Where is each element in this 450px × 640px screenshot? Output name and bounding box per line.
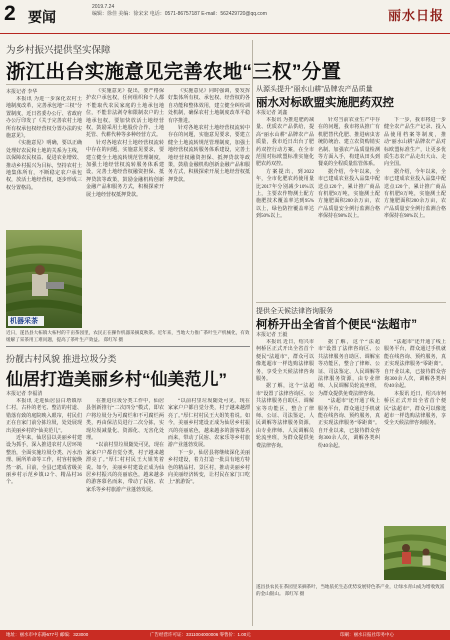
bottom-left-col-2 [86,398,164,624]
right-paragraph: 下一步，我市将进一步健全农产品生产记录、投入品使用档案等制度，推动“丽水山耕”品牌农产品对标欧盟标准生产，让更多优质生态农产品走出大山、走向全国。 [384,118,446,168]
right-paragraph: 针对当前农业生产中存在的问题，我市将从推广有机肥替代化肥、推进病虫害统防统治、建立农资购销实名制、加强农产品质量检测等方面入手，构建从田头到餐桌的全程质量监管体系。 [318,118,380,168]
section-divider [6,346,250,347]
paper-name: 丽水日报 [387,9,444,24]
mid-right-col-3 [384,339,446,523]
bottom-left-headline: 仙居打造美丽乡村“仙美范儿” [6,370,227,389]
bl-paragraph: “以前村里垃圾随处可见，现在家家户户都自觉分类，村子越来越漂亮了。”厚仁村村民王大姐笑着说。如今，美丽乡村建设正成为仙居乡村振兴的亮丽底色，越来越多的游客慕名而来，带动了民宿、农家乐等乡村旅游产业蓬勃发展。 [86,443,164,493]
bottom-right-photo [384,526,446,580]
main-paragraph: 本报讯 为进一步深化农村土地制度改革，完善承包地“三权”分置制度，近日省委办公厅、省政府办公厅印发了《关于完善农村土地所有权承包权经营权分置办法的实施意见》。 [6,97,82,140]
right-divider [256,302,446,303]
mr-paragraph: 本报讯 近日，绍兴市柯桥区正式开出全省首个便民“法超市”，群众可以像逛超市一样选购法律服务，享受全天候法律咨询服务。 [256,340,314,383]
dateline [92,4,312,18]
bl-paragraph: 近年来，仙居县以美丽乡村建设为抓手，深入推进农村人居环境整治，全面实施垃圾分类、污水治理、厕所革命等工作，村容村貌焕然一新。目前，全县已建成省级美丽乡村示范乡镇12个、精品村36个。 [6,436,82,486]
right-col-2 [318,117,380,299]
right-paragraph: 方案提出，到2022年，全市化肥农药使用量比2017年分别减少10%以上，主要农作物测土配方施肥技术覆盖率达到95%以上，绿色防控覆盖率达到50%以上。 [256,169,314,220]
bl-paragraph: “以前村里垃圾随处可见，现在家家户户都自觉分类，村子越来越漂亮了。”厚仁村村民王大姐笑着说。如今，美丽乡村建设正成为仙居乡村振兴的亮丽底色，越来越多的游客慕名而来，带动了民宿、农家乐等乡村旅游产业蓬勃发展。 [168,399,250,449]
mid-right-col-2 [318,339,380,523]
main-kicker: 为乡村振兴提供坚实保障 [6,45,111,56]
mid-right-kicker: 提供全天候法律咨询服务 [256,308,333,315]
main-body-col-3 [168,88,250,326]
mid-right-byline: 本报记者 王毅 [256,332,288,338]
right-byline: 本报记者 刘鑫 [256,110,288,116]
bottom-left-col-1 [6,398,82,624]
main-paragraph: 《实施意见》明确，要以正确处理好农民和土地的关系为主线，以保障农民权益、促进农业增效、推动乡村振兴为目标，坚持农村土地集体所有，不断稳定农户承包权，放活土地经营权，逐步形成三权分置格局。 [6,141,82,191]
right-kicker: 从源头提升“丽水山耕”品牌农产品质量 [256,86,373,93]
footer-license: 广告经营许可证：3311004000006 零售价：1.00元 [150,632,251,637]
section-name: 要闻 [28,9,56,25]
main-paragraph: 《实施意见》同时强调，要发挥好集体所有权、承包权、经营权的各自功能和整体效用，建立健全纠纷调处机制，确保农村土地制度改革平稳有序推进。 [168,89,250,124]
mid-right-headline: 柯桥开出全省首个便民“法超市” [256,319,417,331]
tea-field-illustration [6,230,82,328]
footer-printer: 印刷：丽水日报社印务中心 [340,632,394,637]
mr-paragraph: 本报讯 近日，绍兴市柯桥区正式开出全省首个便民“法超市”，群众可以像逛超市一样选购法律服务，享受全天候法律咨询服务。 [384,391,446,427]
right-headline: 丽水对标欧盟实施肥药双控 [256,97,394,109]
column-divider [252,40,253,626]
main-byline: 本报记者 李华 [6,89,38,95]
bl-paragraph: 在推进垃圾分类工作中，仙居县创新推行“二次四分”模式，即农户将垃圾分为可腐烂和不可腐烂两类，再由保洁员进行二次分拣，实现垃圾减量化、资源化、无害化处理。 [86,399,164,442]
bl-paragraph: 下一步，仙居县将继续深化美丽乡村建设，着力打造一批具有地方特色的精品村、景区村，推动美丽乡村向美丽经济转变，让村民在家门口吃上“旅游饭”。 [168,450,250,486]
page-number: 2 [4,2,16,25]
tea-picking-illustration [384,526,446,580]
tea-plantation-photo [6,230,82,328]
editors-line: 编辑：徐佳 美编：徐宋宋 电话：0571-86757187 E-mail：562429720@qq.com [92,11,267,17]
bottom-left-col-3 [168,398,250,624]
mid-right-col-1 [256,339,314,523]
main-paragraph: 针对各地农村土地经营权流转中存在的问题，实施意见要求，要建立健全土地流转规范管理制度，加强土地经营权流转服务体系建设，完善土地经营权融资担保、抵押贷款等政策，鼓励金融机构创新金融产品和服务方式，积极探索开展土地经营权抵押贷款。 [168,126,250,183]
mr-paragraph: 据了解，这个“法超市”设置了法律咨询区、公共法律服务自助区、调解室等功能区，整合了律师、公证、司法鉴定、人民调解等法律服务资源，由专业律师、人民调解员轮流坐班，为群众提供免费法律咨询。 [256,384,314,449]
masthead [0,0,450,34]
footer-address: 地址：丽水市中东路677号 邮编：323000 [6,632,89,637]
right-col-1 [256,117,314,299]
main-paragraph: 针对各地农村土地经营权流转中存在的问题，实施意见要求，要建立健全土地流转规范管理制度，加强土地经营权流转服务体系建设，完善土地经营权融资担保、抵押贷款等政策，鼓励金融机构创新金融产品和服务方式，积极探索开展土地经营权抵押贷款。 [86,140,164,198]
bottom-left-byline: 本报记者 李福清 [6,391,43,397]
bottom-right-caption: 遂昌县农民在茶园里采摘茶叶，当地依托生态优势发展特色茶产业，让绿水青山成为增收致富的金山银山。 郑红军 摄 [256,584,445,596]
photo-sign: 机器采茶 [10,318,38,325]
right-paragraph: 据介绍，今年以来，全市已建成农业投入品集中配送点120个，累计推广商品有机肥8万吨，实施测土配方施肥面积200余万亩，农产品质量安全例行监测合格率保持在98%以上。 [384,169,446,220]
issue-date: 2019.7.24 [92,4,115,10]
footer-bar [0,630,450,640]
bottom-left-kicker: 扮靓古村风貌 推进垃圾分类 [6,354,117,364]
right-col-3 [384,117,446,299]
main-divider [6,84,250,85]
main-headline: 浙江出台实施意见完善农地“三权”分置 [6,61,342,83]
main-photo-caption: 近日，遂昌县大柘镇大柘村的千亩茶园里，农民正在操作机器采摘夏秋茶。近年来，当地大力推广茶叶生产机械化，有效缓解了采茶用工难问题，提高了茶叶生产效益。 郑红军 摄 [6,330,250,342]
mr-paragraph: “法超市”还开通了线上服务平台，群众通过手机就能在线咨询、预约服务，真正实现法律服务“零距离”。自开业以来，已接待群众咨询300余人次，调解各类纠纷40余起。 [318,399,380,449]
main-body-col-2 [86,88,164,326]
right-paragraph: 本报讯 为推进肥药减量、优质农产品供给，提高“丽水山耕”品牌农产品质量，我市近日出台了肥药双控行动方案，在全市范围对标欧盟标准实施化肥农药双控。 [256,118,314,168]
main-paragraph: 《实施意见》提出，要严格保护农户承包权，任何组织和个人都不能取代农民家庭的土地承包地位，不能非法剥夺和限制农户的土地承包权。要加快放活土地经营权，鼓励采用土地股份合作、土地托管、代耕代种等多种经营方式。 [86,89,164,139]
mr-paragraph: 据了解，这个“法超市”设置了法律咨询区、公共法律服务自助区、调解室等功能区，整合了律师、公证、司法鉴定、人民调解等法律服务资源，由专业律师、人民调解员轮流坐班，为群众提供免费法律咨询。 [318,340,380,397]
mr-paragraph: “法超市”还开通了线上服务平台，群众通过手机就能在线咨询、预约服务，真正实现法律服务“零距离”。自开业以来，已接待群众咨询300余人次，调解各类纠纷40余起。 [384,340,446,390]
right-paragraph: 据介绍，今年以来，全市已建成农业投入品集中配送点120个，累计推广商品有机肥8万吨，实施测土配方施肥面积200余万亩，农产品质量安全例行监测合格率保持在98%以上。 [318,169,380,220]
bl-paragraph: 本报讯 走进仙居县白塔镇厚仁村，古朴的老宅、整洁的村道、错落有致的庭院映入眼帘，村民们正在自家门前分拣垃圾，处处展现出美丽乡村的“仙美范儿”。 [6,399,82,434]
